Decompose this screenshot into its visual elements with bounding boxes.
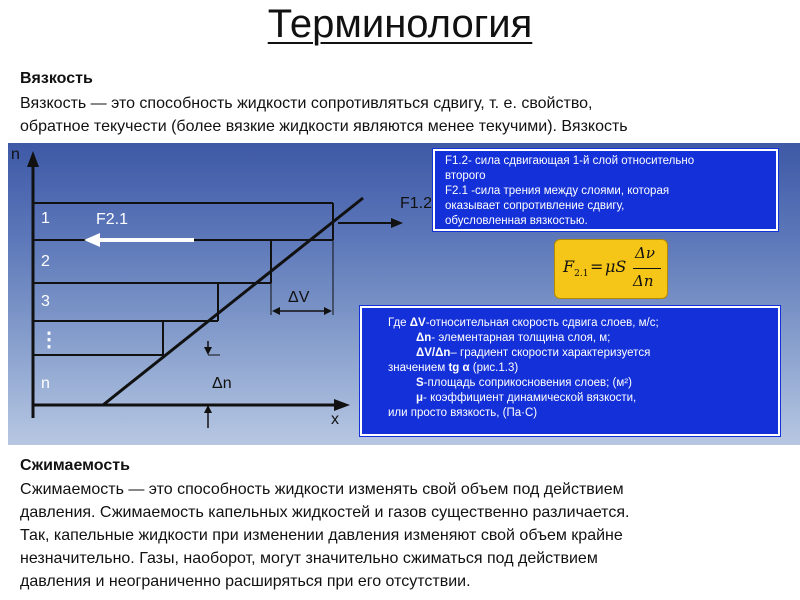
- page-title: Терминология: [267, 2, 533, 46]
- legend-pre-4: значением: [388, 362, 449, 374]
- formula-numerator: Δν: [635, 244, 655, 262]
- viscosity-line-1: Вязкость — это способность жидкости сопротивляться сдвигу, т. е. свойство,: [20, 95, 593, 112]
- legend-line-4: [388, 361, 766, 376]
- legend-text-2: - элементарная толщина слоя, м;: [431, 332, 611, 344]
- legend-line-6: [388, 391, 766, 406]
- legend-sym-5: S: [416, 377, 424, 389]
- compressibility-line-2: давления. Сжимаемость капельных жидкостей и газов существенно различается.: [20, 504, 630, 521]
- viscosity-text: [20, 92, 790, 138]
- legend-sym-1: ΔV: [409, 317, 426, 329]
- axis-label-x: x: [331, 411, 339, 428]
- force-f21-arrowhead-icon: [84, 233, 100, 247]
- legend-line-3: [388, 346, 766, 361]
- box-top-line-5: обусловленная вязкостью.: [445, 215, 588, 227]
- dv-arrow-right-icon: [324, 307, 332, 315]
- legend-text-6: - коэффициент динамической вязкости,: [423, 392, 637, 404]
- legend-line-1: [388, 316, 766, 331]
- dn-arrow-top-icon: [204, 347, 212, 355]
- legend-sym-6: μ: [416, 392, 424, 404]
- compressibility-text: [20, 478, 790, 593]
- box-top-line-1: F1.2- сила сдвигающая 1-й слой относительно: [445, 155, 695, 167]
- legend-text-4: (рис.1.3): [469, 362, 519, 374]
- layer-label-n: n: [41, 375, 50, 392]
- force-f21-label: F2.1: [96, 211, 129, 228]
- compressibility-line-3: Так, капельные жидкости при изменении давления изменяют свой объем крайне: [20, 527, 623, 544]
- legend-sym-2: Δn: [416, 332, 432, 344]
- formula-f: F: [563, 257, 575, 276]
- legend-text-1: -относительная скорость сдвига слоев, м/с;: [425, 317, 659, 329]
- delta-n-label: Δn: [212, 375, 232, 392]
- viscosity-diagram: [8, 143, 800, 445]
- viscosity-formula: [554, 239, 668, 299]
- legend-text-3: – градиент скорости характеризуется: [450, 347, 651, 359]
- legend-sym-3: ΔV/Δn: [416, 347, 451, 359]
- layer-label-dots: ⋮: [39, 329, 59, 351]
- compressibility-line-5: давления и неограниченно расширяться при его отсутствии.: [20, 573, 471, 590]
- box-top-line-4: оказывает сопротивление сдвигу,: [445, 200, 625, 212]
- velocity-profile-line: [103, 198, 363, 405]
- formula-mu-s: μS: [605, 257, 627, 276]
- compressibility-line-1: Сжимаемость — это способность жидкости изменять свой объем под действием: [20, 481, 624, 498]
- symbol-legend-box: [360, 306, 780, 436]
- formula-denominator: Δn: [633, 272, 654, 290]
- legend-line-7: или просто вязкость, (Па·С): [388, 407, 538, 419]
- viscosity-heading: Вязкость: [20, 70, 93, 87]
- force-f12-arrowhead-icon: [391, 218, 403, 228]
- force-definition-box: [433, 149, 778, 231]
- legend-text-5: -площадь соприкосновения слоев; (м²): [423, 377, 632, 389]
- box-top-line-2: второго: [445, 170, 486, 182]
- box-top-line-3: F2.1 -сила трения между слоями, которая: [445, 185, 670, 197]
- formula-equals: =: [590, 257, 604, 276]
- legend-sym-4: tg α: [448, 362, 470, 374]
- formula-lhs: [563, 257, 588, 279]
- y-axis-arrow-icon: [27, 151, 39, 167]
- force-f12-label: F1.2: [400, 195, 433, 212]
- legend-pre-1: Где: [388, 317, 410, 329]
- delta-v-label: ΔV: [288, 289, 310, 306]
- formula-fraction-bar: [633, 268, 661, 269]
- layer-label-1: 1: [41, 210, 50, 227]
- x-axis-arrow-icon: [334, 399, 350, 411]
- dv-arrow-left-icon: [272, 307, 280, 315]
- formula-lhs-sub: 2.1: [574, 269, 589, 280]
- compressibility-heading: Сжимаемость: [20, 457, 130, 474]
- legend-line-2: [388, 331, 766, 346]
- axis-label-n: n: [11, 146, 20, 163]
- legend-line-5: [388, 376, 766, 391]
- viscosity-line-2: обратное текучести (более вязкие жидкости являются менее текучими). Вязкость: [20, 118, 628, 135]
- layer-label-2: 2: [41, 253, 50, 270]
- layer-label-3: 3: [41, 293, 50, 310]
- compressibility-line-4: незначительно. Газы, наоборот, могут значительно сжиматься под действием: [20, 550, 598, 567]
